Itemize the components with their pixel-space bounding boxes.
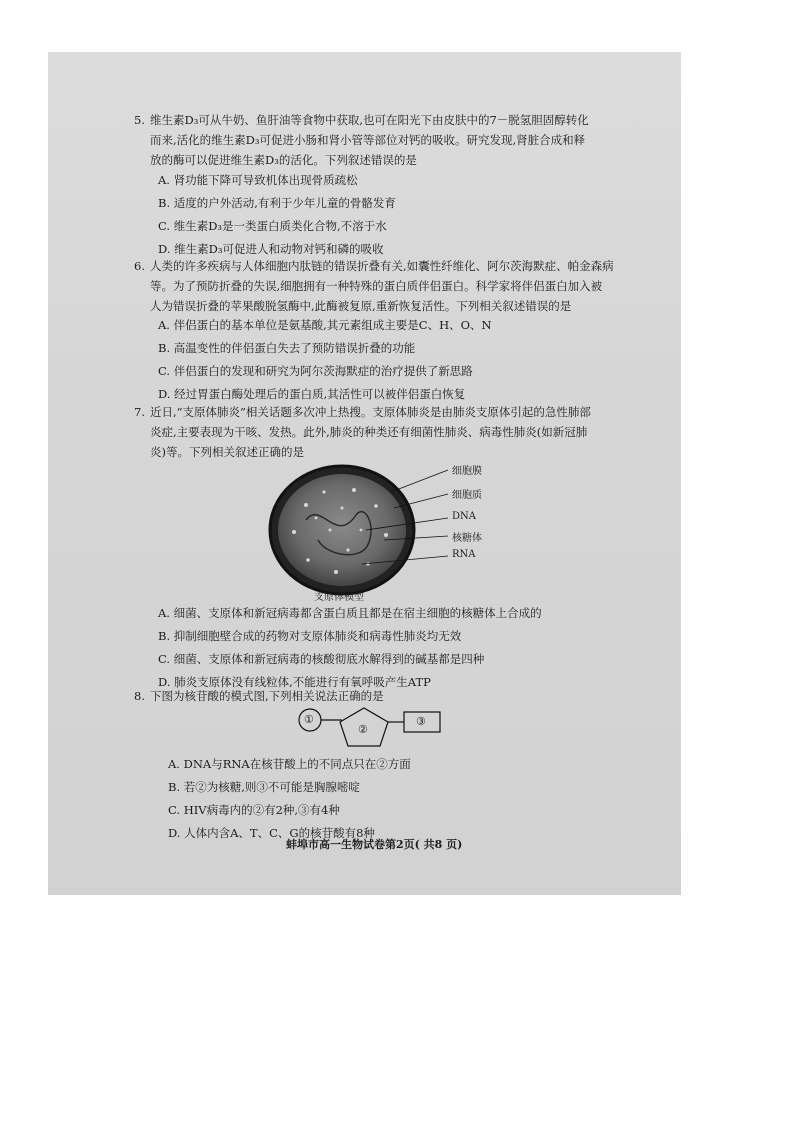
- question-stem-line: 放的酶可以促进维生素D₃的活化。下列叙述错误的是: [150, 153, 417, 167]
- option-a: A. DNA与RNA在核苷酸上的不同点只在②方面: [168, 757, 411, 771]
- nucleotide-diagram: [296, 704, 446, 750]
- option-c: C. 细菌、支原体和新冠病毒的核酸彻底水解得到的碱基都是四种: [158, 652, 485, 666]
- option-d: D. 维生素D₃可促进人和动物对钙和磷的吸收: [158, 242, 384, 256]
- question-7: [134, 402, 694, 462]
- option-c: C. 伴侣蛋白的发现和研究为阿尔茨海默症的治疗提供了新思路: [158, 364, 473, 378]
- figure-caption: 支原体模型: [314, 592, 364, 603]
- option-a: A. 伴侣蛋白的基本单位是氨基酸,其元素组成主要是C、H、O、N: [158, 318, 492, 332]
- option-a: A. 肾功能下降可导致机体出现骨质疏松: [158, 173, 358, 187]
- page-footer: 蚌埠市高一生物试卷第2页( 共8 页): [286, 838, 463, 851]
- question-stem-line: 而来,活化的维生素D₃可促进小肠和肾小管等部位对钙的吸收。研究发现,肾脏合成和释: [150, 133, 586, 147]
- mycoplasma-model-figure: [266, 460, 556, 620]
- question-stem-line: 炎)等。下列相关叙述正确的是: [150, 445, 304, 459]
- question-6: [134, 256, 694, 316]
- question-stem-line: 等。为了预防折叠的失误,细胞拥有一种特殊的蛋白质伴侣蛋白。科学家将伴侣蛋白加入被: [150, 279, 603, 293]
- question-stem-line: 人类的许多疾病与人体细胞内肽链的错误折叠有关,如囊性纤维化、阿尔茨海默症、帕金森病: [150, 259, 614, 273]
- question-stem-line: 近日,“支原体肺炎”相关话题多次冲上热搜。支原体肺炎是由肺炎支原体引起的急性肺部: [150, 405, 591, 419]
- question-stem-line: 下图为核苷酸的模式图,下列相关说法正确的是: [150, 689, 384, 703]
- label-cytoplasm: 细胞质: [452, 490, 482, 501]
- option-b: B. 抑制细胞壁合成的药物对支原体肺炎和病毒性肺炎均无效: [158, 629, 462, 643]
- question-stem-line: 人为错误折叠的苹果酸脱氢酶中,此酶被复原,重新恢复活性。下列相关叙述错误的是: [150, 299, 572, 313]
- label-cell-membrane: 细胞膜: [452, 466, 482, 477]
- question-8: [134, 686, 694, 706]
- option-d: D. 人体内含A、T、C、G的核苷酸有8种: [168, 826, 375, 840]
- option-c: C. 维生素D₃是一类蛋白质类化合物,不溶于水: [158, 219, 387, 233]
- option-a: A. 细菌、支原体和新冠病毒都含蛋白质且都是在宿主细胞的核糖体上合成的: [158, 606, 542, 620]
- label-phosphate: ①: [304, 713, 314, 726]
- option-d: D. 肺炎支原体没有线粒体,不能进行有氧呼吸产生ATP: [158, 675, 431, 689]
- option-c: C. HIV病毒内的②有2种,③有4种: [168, 803, 340, 817]
- question-5: [134, 110, 694, 170]
- mycoplasma-diagram: [266, 460, 556, 620]
- question-number: 7.: [134, 405, 145, 419]
- cytoplasm-shape: [278, 474, 406, 586]
- question-number: 6.: [134, 259, 145, 273]
- question-number: 5.: [134, 113, 145, 127]
- question-number: 8.: [134, 689, 145, 703]
- label-pentose: ②: [358, 723, 368, 736]
- label-dna: DNA: [452, 511, 476, 522]
- label-rna: RNA: [452, 549, 476, 560]
- label-base: ③: [416, 715, 426, 728]
- option-d: D. 经过胃蛋白酶处理后的蛋白质,其活性可以被伴侣蛋白恢复: [158, 387, 466, 401]
- option-b: B. 高温变性的伴侣蛋白失去了预防错误折叠的功能: [158, 341, 416, 355]
- option-b: B. 适度的户外活动,有利于少年儿童的骨骼发育: [158, 196, 396, 210]
- option-b: B. 若②为核糖,则③不可能是胸腺嘧啶: [168, 780, 360, 794]
- question-stem-line: 维生素D₃可从牛奶、鱼肝油等食物中获取,也可在阳光下由皮肤中的7－脱氢胆固醇转化: [150, 113, 589, 127]
- exam-page: [48, 52, 681, 895]
- question-stem-line: 炎症,主要表现为干咳、发热。此外,肺炎的种类还有细菌性肺炎、病毒性肺炎(如新冠肺: [150, 425, 588, 439]
- label-ribosome: 核糖体: [452, 533, 482, 544]
